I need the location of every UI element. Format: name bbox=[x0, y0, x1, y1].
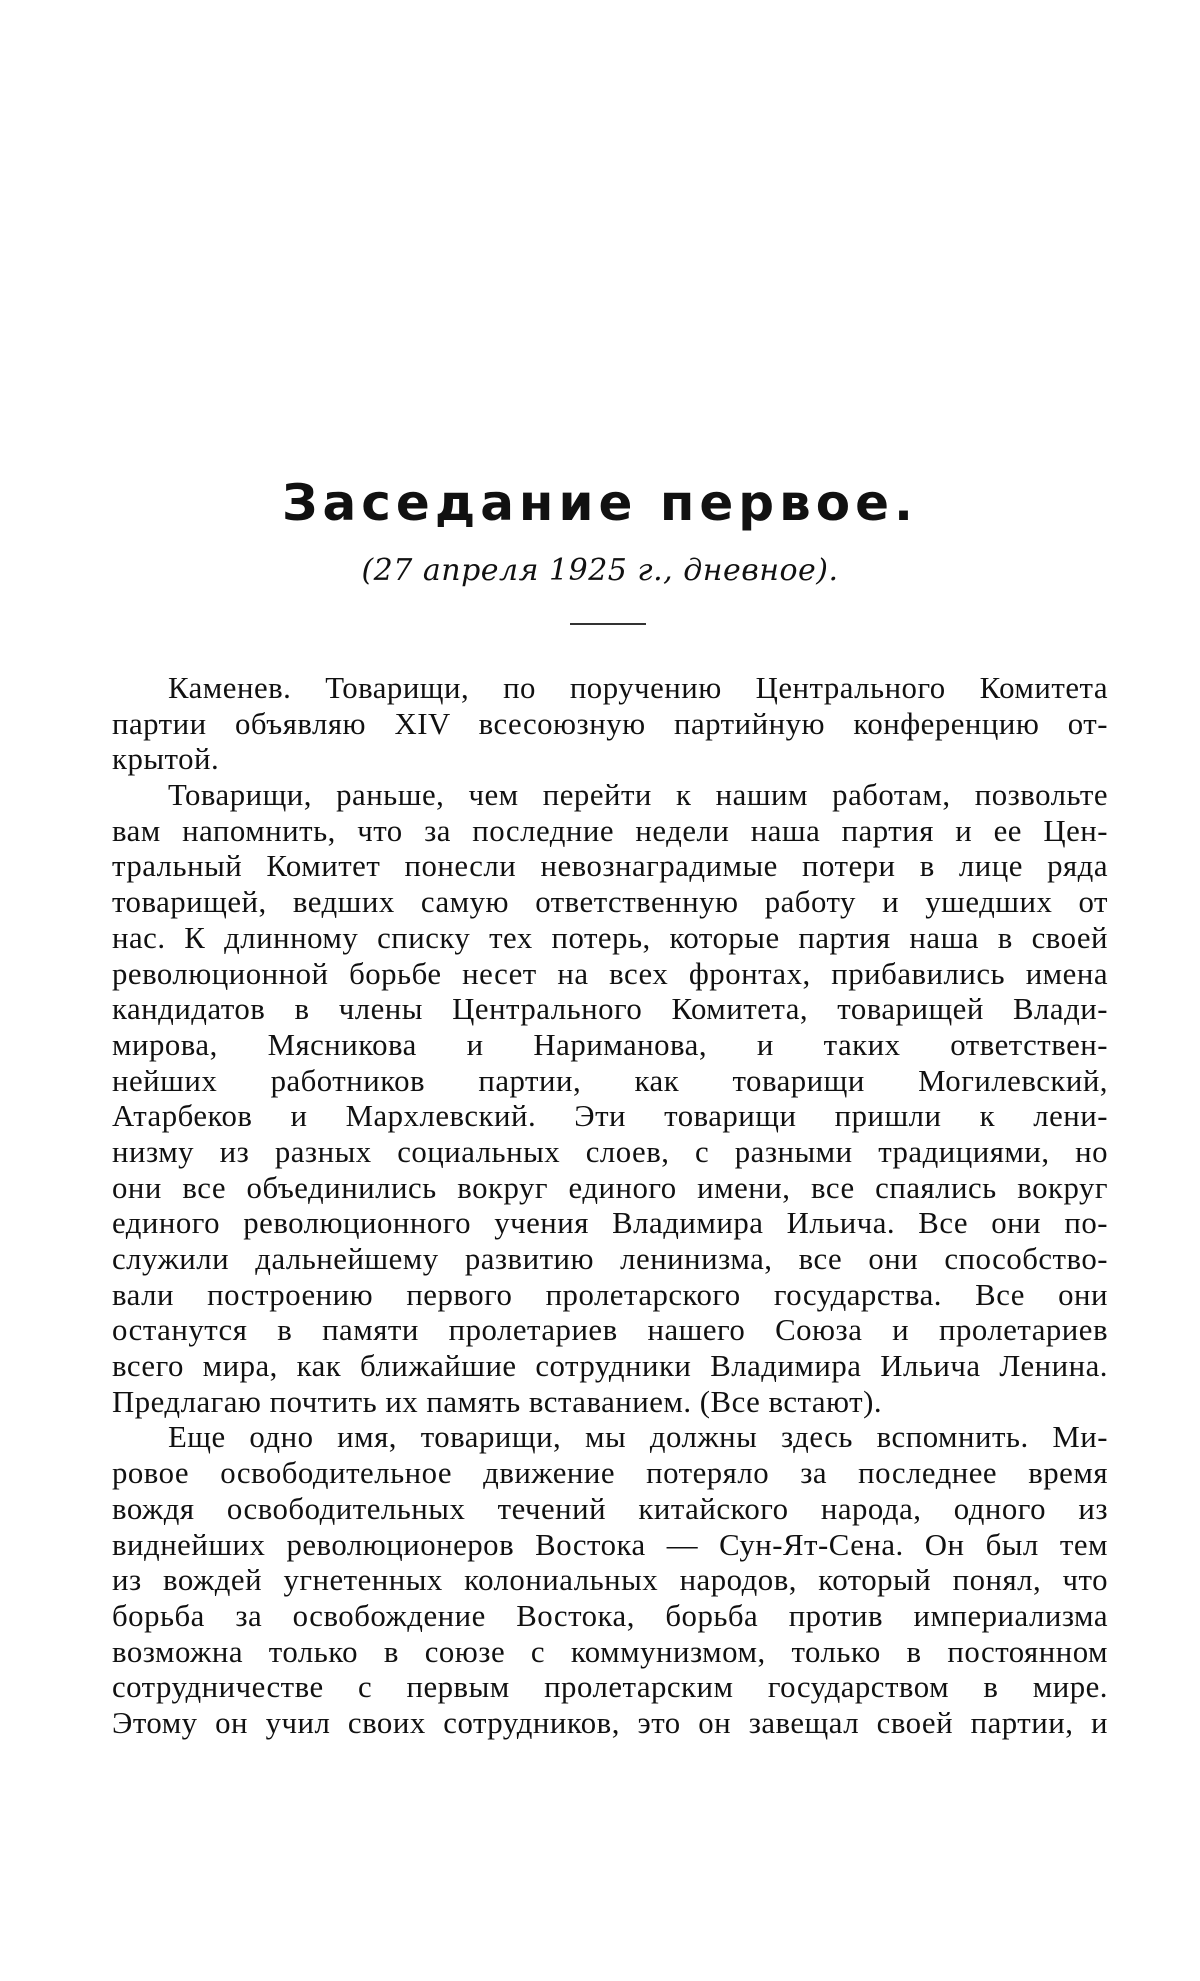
text-line: товарищей, ведших самую ответственную работу и ушедших от bbox=[112, 885, 1108, 920]
text-line: они все объединились вокруг единого имени, все спаялись вокруг bbox=[112, 1170, 1108, 1205]
text-line: служили дальнейшему развитию ленинизма, все они способство- bbox=[112, 1242, 1108, 1276]
text-line: Товарищи, раньше, чем перейти к нашим работам, позвольте bbox=[168, 778, 1108, 813]
text-line: Этому он учил своих сотрудников, это он завещал своей партии, и bbox=[112, 1705, 1108, 1740]
text-line: останутся в памяти пролетариев нашего Союза и пролетариев bbox=[112, 1313, 1108, 1348]
text-line: ровое освободительное движение потеряло за последнее время bbox=[112, 1456, 1108, 1491]
text-line: Еще одно имя, товарищи, мы должны здесь вспомнить. Ми- bbox=[168, 1420, 1108, 1455]
text-line: нас. К длинному списку тех потерь, которые партия наша в своей bbox=[112, 920, 1108, 955]
text-line: всего мира, как ближайшие сотрудники Владимира Ильича Ленина. bbox=[112, 1349, 1108, 1384]
text-line: вождя освободительных течений китайского народа, одного из bbox=[112, 1491, 1108, 1526]
text-line: крытой. bbox=[112, 742, 220, 777]
text-line: сотрудничестве с первым пролетарским государством в мире. bbox=[112, 1670, 1108, 1705]
text-line: революционной борьбе несет на всех фронтах, прибавились имена bbox=[112, 956, 1108, 991]
title-divider bbox=[570, 623, 646, 625]
text-line: виднейших революционеров Востока — Сун-Ят-Сена. Он был тем bbox=[112, 1527, 1108, 1562]
text-line: возможна только в союзе с коммунизмом, только в постоянном bbox=[112, 1634, 1108, 1669]
body-text bbox=[112, 671, 1108, 1742]
text-line: вали построению первого пролетарского государства. Все они bbox=[112, 1277, 1108, 1312]
text-line: низму из разных социальных слоев, с разными традициями, но bbox=[112, 1134, 1108, 1169]
text-line: борьба за освобождение Востока, борьба против империализма bbox=[112, 1598, 1108, 1633]
page-title: Заседание первое. bbox=[282, 474, 918, 532]
text-line: вам напомнить, что за последние недели наша партия и ее Цен- bbox=[112, 813, 1108, 848]
text-line: единого революционного учения Владимира Ильича. Все они по- bbox=[112, 1206, 1108, 1241]
text-line: Каменев. Товарищи, по поручению Центрального Комитета bbox=[168, 671, 1108, 705]
text-line: Предлагаю почтить их память вставанием. (Все встают). bbox=[112, 1384, 883, 1419]
text-line: из вождей угнетенных колониальных народов, который понял, что bbox=[112, 1563, 1108, 1598]
text-line: Атарбеков и Мархлевский. Эти товарищи пришли к лени- bbox=[112, 1099, 1108, 1134]
text-line: мирова, Мясникова и Нариманова, и таких ответствен- bbox=[112, 1027, 1108, 1062]
text-line: партии объявляю XIV всесоюзную партийную конференцию от- bbox=[112, 706, 1108, 741]
text-line: нейших работников партии, как товарищи Могилевский, bbox=[112, 1063, 1108, 1098]
text-line: тральный Комитет понесли невознаградимые потери в лице ряда bbox=[112, 849, 1108, 884]
text-line: кандидатов в члены Центрального Комитета, товарищей Влади- bbox=[112, 992, 1108, 1027]
session-date-subtitle: (27 апреля 1925 г., дневное). bbox=[361, 553, 839, 588]
